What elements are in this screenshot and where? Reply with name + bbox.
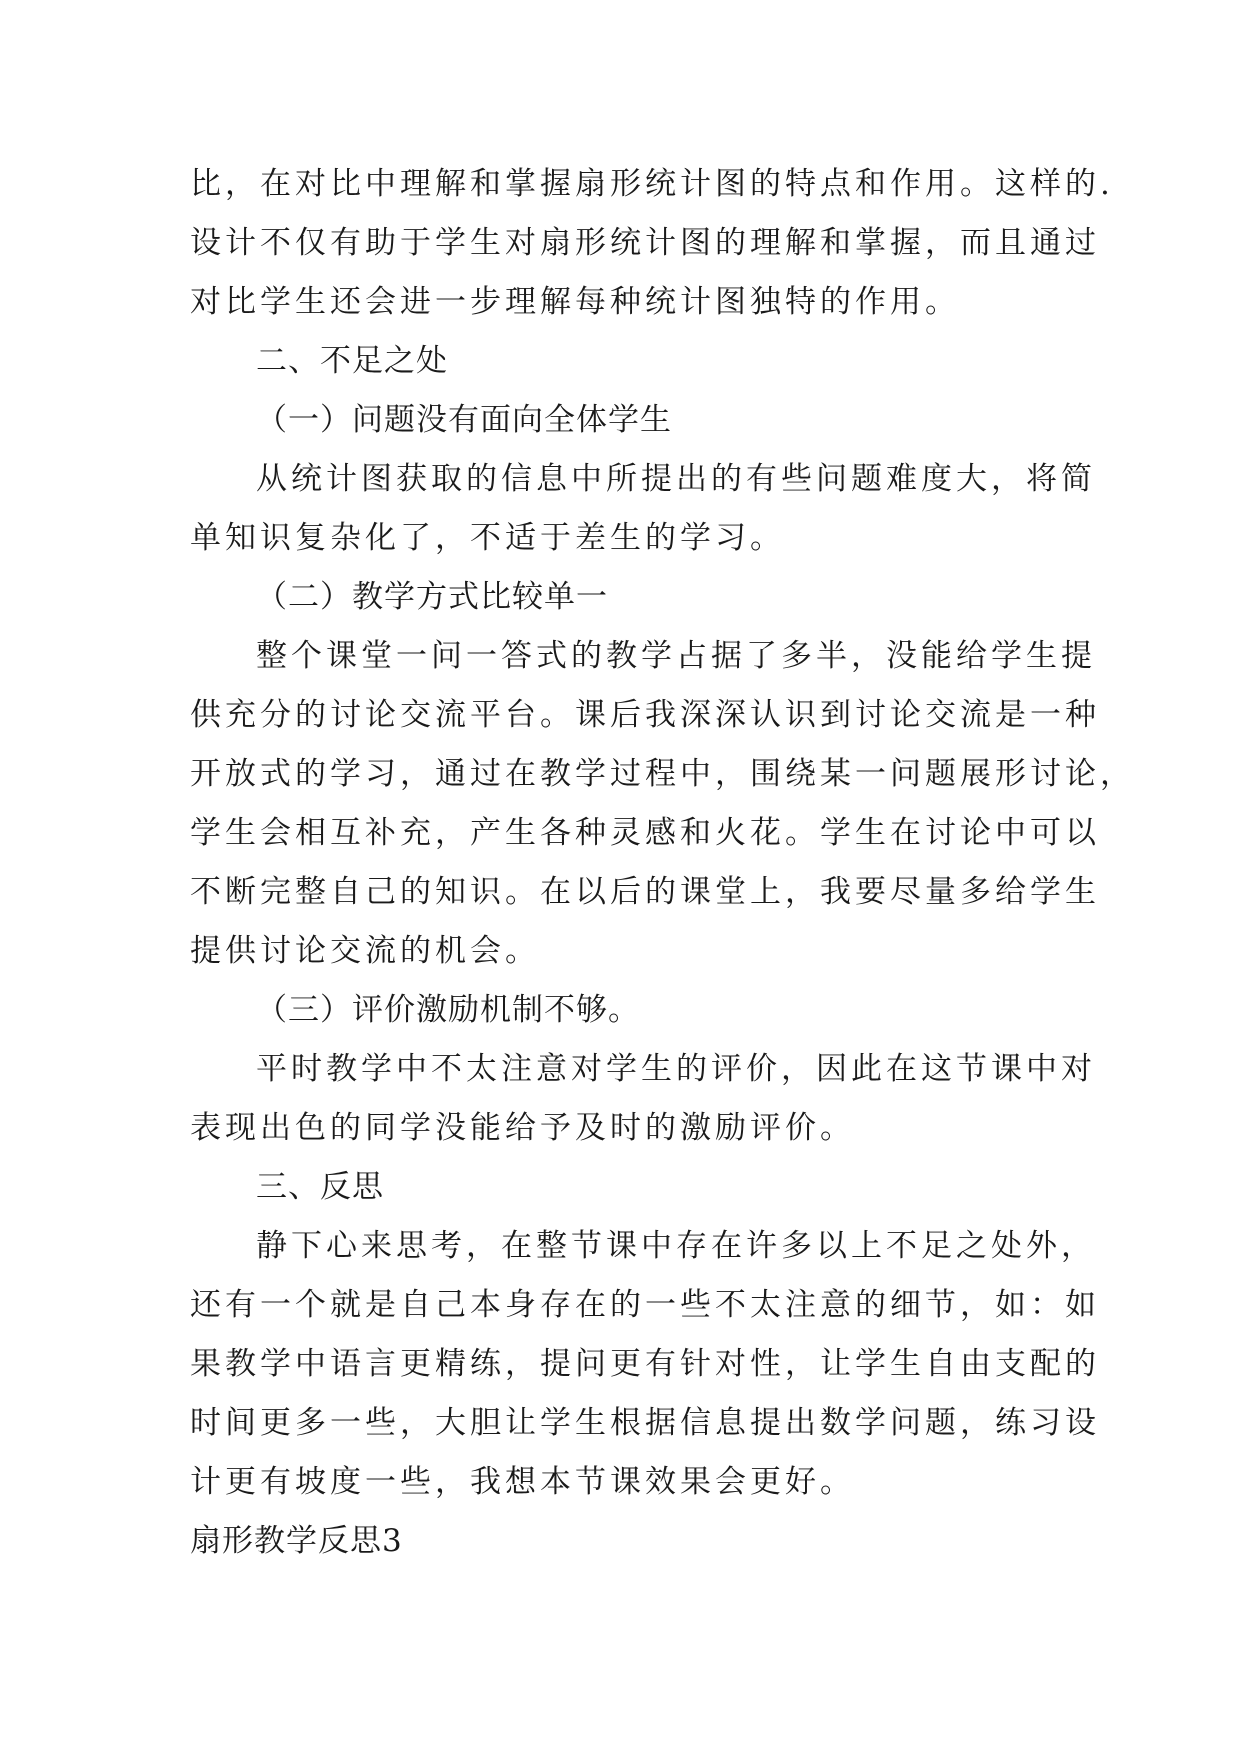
subheading-two: （二）教学方式比较单一: [256, 579, 608, 615]
text-line: 供充分的讨论交流平台。课后我深深认识到讨论交流是一种: [190, 697, 1100, 733]
text-line: 从统计图获取的信息中所提出的有些问题难度大，将简: [256, 461, 1096, 497]
text-line: 提供讨论交流的机会。: [190, 933, 540, 969]
text-line: 还有一个就是自己本身存在的一些不太注意的细节，如：如: [190, 1287, 1100, 1323]
text-line: 设计不仅有助于学生对扇形统计图的理解和掌握，而且通过: [190, 225, 1100, 261]
text-line: 静下心来思考，在整节课中存在许多以上不足之处外，: [256, 1228, 1096, 1264]
text-line: 比，在对比中理解和掌握扇形统计图的特点和作用。这样的.: [190, 166, 1114, 202]
paragraph-continuation: [190, 155, 1114, 332]
text-line: 对比学生还会进一步理解每种统计图独特的作用。: [190, 284, 960, 320]
paragraph: [190, 627, 1135, 981]
section-heading-shortcomings: 二、不足之处: [256, 343, 448, 379]
text-line: 单知识复杂化了，不适于差生的学习。: [190, 520, 785, 556]
paragraph: [190, 1040, 1096, 1158]
text-line: 表现出色的同学没能给予及时的激励评价。: [190, 1110, 855, 1146]
paragraph: [190, 1217, 1100, 1512]
document-body: [190, 155, 1135, 1571]
text-line: 平时教学中不太注意对学生的评价，因此在这节课中对: [256, 1051, 1096, 1087]
section-heading-reflection: 三、反思: [256, 1169, 384, 1205]
text-line: 开放式的学习，通过在教学过程中，围绕某一问题展形讨论，: [190, 756, 1135, 792]
next-article-title: 扇形教学反思3: [190, 1523, 403, 1559]
text-line: 果教学中语言更精练，提问更有针对性，让学生自由支配的: [190, 1346, 1100, 1382]
subheading-three: （三）评价激励机制不够。: [256, 992, 640, 1028]
text-line: 时间更多一些，大胆让学生根据信息提出数学问题，练习设: [190, 1405, 1100, 1441]
text-line: 不断完整自己的知识。在以后的课堂上，我要尽量多给学生: [190, 874, 1100, 910]
text-line: 学生会相互补充，产生各种灵感和火花。学生在讨论中可以: [190, 815, 1100, 851]
subheading-one: （一）问题没有面向全体学生: [256, 402, 672, 438]
text-line: 计更有坡度一些，我想本节课效果会更好。: [190, 1464, 855, 1500]
text-line: 整个课堂一问一答式的教学占据了多半，没能给学生提: [256, 638, 1096, 674]
paragraph: [190, 450, 1096, 568]
